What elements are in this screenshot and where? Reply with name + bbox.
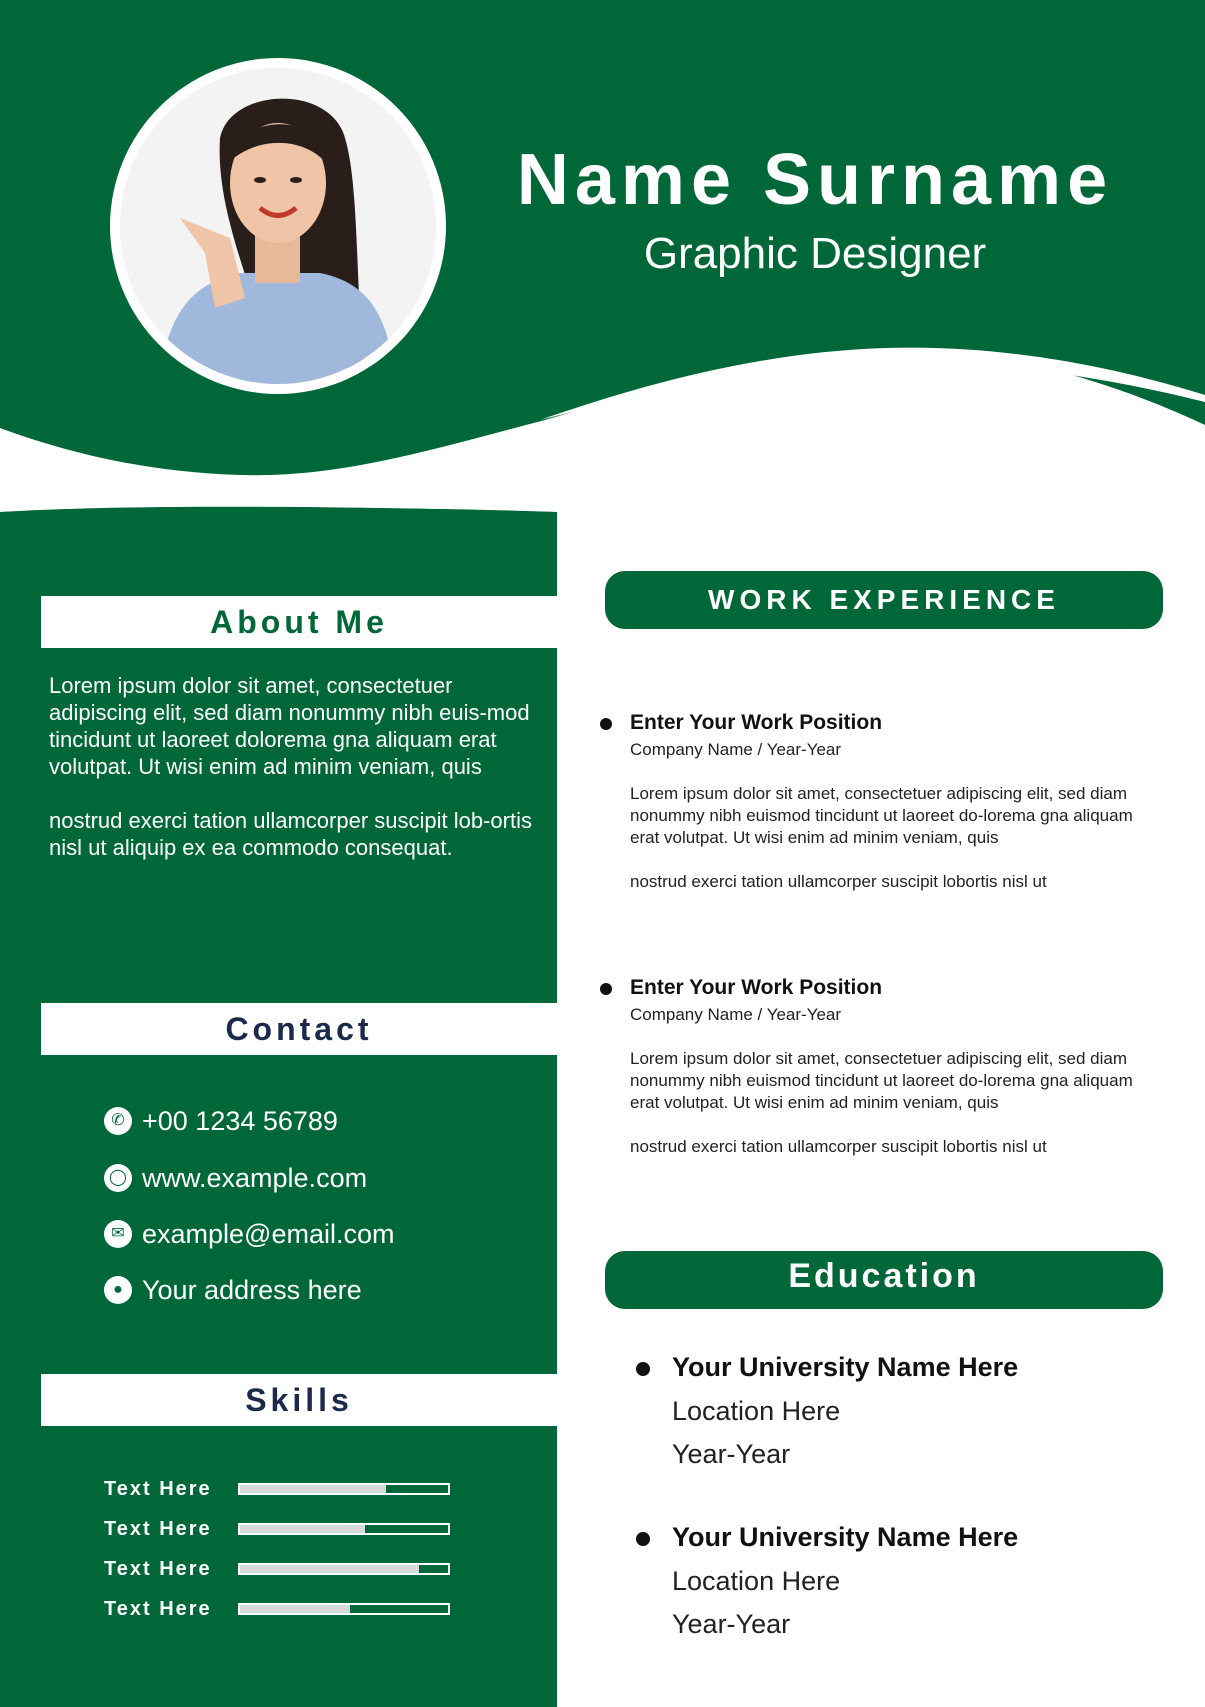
person-illustration	[120, 68, 436, 384]
phone-text: +00 1234 56789	[142, 1105, 338, 1136]
about-text	[49, 672, 549, 888]
about-paragraph-1: Lorem ipsum dolor sit amet, consectetuer adipiscing elit, sed diam nonummy nibh euis-mod tincidunt ut laoreet dolorema gna aliquam erat volutpat. Ut wisi enim ad minim veniam, quis	[49, 673, 530, 779]
skill-label: Text Here	[104, 1518, 212, 1540]
skill-label: Text Here	[104, 1478, 212, 1500]
work-position: Enter Your Work Position	[630, 711, 883, 734]
sidebar-top-curve	[0, 500, 557, 520]
job-title: Graphic Designer	[643, 229, 987, 278]
email-text: example@email.com	[142, 1218, 395, 1249]
work-experience-heading: WORK EXPERIENCE	[605, 571, 1163, 629]
university-location: Location Here	[672, 1566, 841, 1596]
work-description	[630, 1048, 1150, 1180]
skill-bar	[238, 1563, 450, 1575]
about-heading: About Me	[41, 596, 557, 648]
education-heading: Education	[605, 1251, 1163, 1309]
mail-icon: ✉	[104, 1220, 132, 1248]
skill-bar	[238, 1523, 450, 1535]
skill-bar-fill	[240, 1565, 419, 1573]
work-bullet	[600, 718, 612, 730]
work-desc-paragraph-2: nostrud exerci tation ullamcorper suscipit lobortis nisl ut	[630, 1137, 1047, 1156]
education-bullet	[636, 1532, 650, 1546]
university-location: Location Here	[672, 1396, 841, 1426]
university-name: Your University Name Here	[672, 1522, 1019, 1552]
work-bullet	[600, 983, 612, 995]
work-desc-paragraph-1: Lorem ipsum dolor sit amet, consectetuer adipiscing elit, sed diam nonummy nibh euismod tincidunt ut laoreet do-lorema gna aliquam erat volutpat. Ut wisi enim ad minim veniam, quis	[630, 1049, 1133, 1112]
globe-icon: ◯	[104, 1164, 132, 1192]
skill-label: Text Here	[104, 1598, 212, 1620]
skill-bar	[238, 1603, 450, 1615]
location-pin-icon: ●	[104, 1276, 132, 1304]
skill-bar	[238, 1483, 450, 1495]
work-company: Company Name / Year-Year	[630, 1005, 842, 1024]
phone-icon: ✆	[104, 1107, 132, 1135]
skill-bar-fill	[240, 1485, 386, 1493]
university-years: Year-Year	[672, 1439, 791, 1469]
contact-email[interactable]	[104, 1214, 395, 1254]
work-company: Company Name / Year-Year	[630, 740, 842, 759]
contact-phone[interactable]	[104, 1101, 338, 1141]
contact-heading: Contact	[41, 1003, 557, 1055]
website-text: www.example.com	[142, 1162, 368, 1193]
skill-bar-fill	[240, 1525, 365, 1533]
work-desc-paragraph-2: nostrud exerci tation ullamcorper suscipit lobortis nisl ut	[630, 872, 1047, 891]
skills-heading: Skills	[41, 1374, 557, 1426]
person-name: Name Surname	[516, 140, 1114, 220]
work-desc-paragraph-1: Lorem ipsum dolor sit amet, consectetuer adipiscing elit, sed diam nonummy nibh euismod tincidunt ut laoreet do-lorema gna aliquam erat volutpat. Ut wisi enim ad minim veniam, quis	[630, 784, 1133, 847]
skill-label: Text Here	[104, 1558, 212, 1580]
address-text: Your address here	[142, 1274, 362, 1305]
contact-website[interactable]	[104, 1158, 367, 1198]
education-bullet	[636, 1362, 650, 1376]
skill-bar-fill	[240, 1605, 350, 1613]
contact-address[interactable]	[104, 1270, 362, 1310]
work-position: Enter Your Work Position	[630, 976, 883, 999]
university-name: Your University Name Here	[672, 1352, 1019, 1382]
work-description	[630, 783, 1150, 915]
about-paragraph-2: nostrud exerci tation ullamcorper suscipit lob-ortis nisl ut aliquip ex ea commodo consequat.	[49, 808, 532, 860]
university-years: Year-Year	[672, 1609, 791, 1639]
profile-photo	[120, 68, 436, 384]
